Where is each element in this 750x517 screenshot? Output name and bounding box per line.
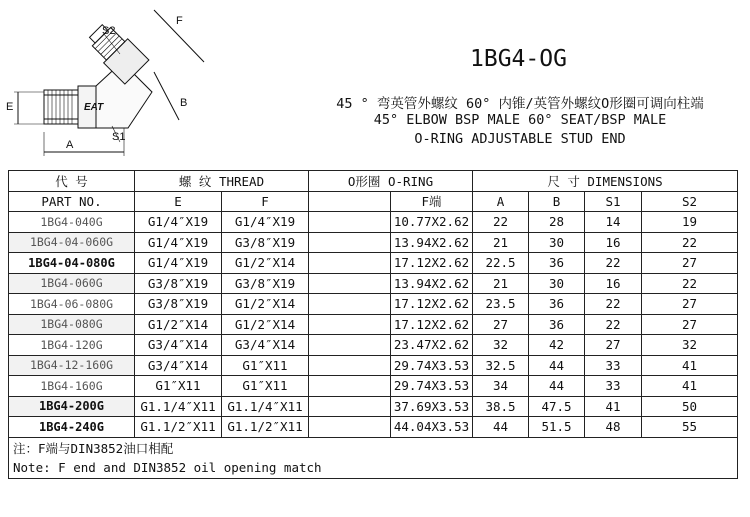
cell-part-no: 1BG4-06-080G bbox=[9, 294, 135, 315]
cell-oring: 10.77X2.62 bbox=[391, 212, 473, 233]
cell-e: G1/4″X19 bbox=[135, 232, 222, 253]
cell-oring: 13.94X2.62 bbox=[391, 232, 473, 253]
cell-oring: 29.74X3.53 bbox=[391, 355, 473, 376]
note-en: Note: F end and DIN3852 oil opening match bbox=[9, 458, 738, 479]
cell-a: 38.5 bbox=[473, 396, 529, 417]
cell-s1: 41 bbox=[585, 396, 642, 417]
header-oring: O形圈 O-RING bbox=[309, 171, 473, 192]
cell-a: 22.5 bbox=[473, 253, 529, 274]
header-dimensions: 尺 寸 DIMENSIONS bbox=[473, 171, 738, 192]
cell-e: G3/8″X19 bbox=[135, 294, 222, 315]
cell-oring: 23.47X2.62 bbox=[391, 335, 473, 356]
cell-b: 36 bbox=[529, 253, 585, 274]
cell-s2: 19 bbox=[642, 212, 738, 233]
table-row bbox=[9, 253, 738, 274]
cell-blank bbox=[309, 253, 391, 274]
cell-s1: 22 bbox=[585, 253, 642, 274]
cell-b: 42 bbox=[529, 335, 585, 356]
table-row bbox=[9, 212, 738, 233]
cell-part-no: 1BG4-240G bbox=[9, 417, 135, 438]
cell-s1: 16 bbox=[585, 232, 642, 253]
label-e: E bbox=[6, 101, 14, 113]
table-row bbox=[9, 396, 738, 417]
cell-part-no: 1BG4-04-060G bbox=[9, 232, 135, 253]
note-row-en bbox=[9, 458, 738, 479]
cell-e: G1/2″X14 bbox=[135, 314, 222, 335]
cell-part-no: 1BG4-160G bbox=[9, 376, 135, 397]
label-b: B bbox=[180, 97, 188, 109]
label-a: A bbox=[66, 139, 74, 151]
cell-s2: 41 bbox=[642, 355, 738, 376]
cell-oring: 44.04X3.53 bbox=[391, 417, 473, 438]
cell-b: 47.5 bbox=[529, 396, 585, 417]
cell-a: 23.5 bbox=[473, 294, 529, 315]
header-code-cn: 代 号 bbox=[9, 171, 135, 192]
cell-f: G1/4″X19 bbox=[222, 212, 309, 233]
table-row bbox=[9, 273, 738, 294]
cell-e: G1.1/2″X11 bbox=[135, 417, 222, 438]
header-f: F bbox=[222, 191, 309, 212]
table-row bbox=[9, 294, 738, 315]
cell-b: 36 bbox=[529, 294, 585, 315]
header-s1: S1 bbox=[585, 191, 642, 212]
cell-f: G3/4″X14 bbox=[222, 335, 309, 356]
cell-s2: 22 bbox=[642, 273, 738, 294]
cell-e: G3/4″X14 bbox=[135, 335, 222, 356]
product-description-en-line1: 45° ELBOW BSP MALE 60° SEAT/BSP MALE bbox=[373, 112, 667, 128]
cell-s1: 16 bbox=[585, 273, 642, 294]
cell-blank bbox=[309, 376, 391, 397]
cell-blank bbox=[309, 355, 391, 376]
cell-s1: 22 bbox=[585, 314, 642, 335]
product-description-cn: 45 ° 弯英管外螺纹 60° 内锥/英管外螺纹O形圈可调向柱端 bbox=[336, 96, 704, 112]
cell-a: 34 bbox=[473, 376, 529, 397]
table-row bbox=[9, 355, 738, 376]
cell-s2: 41 bbox=[642, 376, 738, 397]
cell-s2: 27 bbox=[642, 294, 738, 315]
cell-s1: 33 bbox=[585, 355, 642, 376]
cell-e: G3/8″X19 bbox=[135, 273, 222, 294]
cell-f: G3/8″X19 bbox=[222, 232, 309, 253]
label-s2: S2 bbox=[102, 25, 116, 37]
cell-s1: 22 bbox=[585, 294, 642, 315]
header-oring-blank bbox=[309, 191, 391, 212]
cell-e: G1/4″X19 bbox=[135, 253, 222, 274]
cell-blank bbox=[309, 232, 391, 253]
cell-a: 44 bbox=[473, 417, 529, 438]
cell-s2: 22 bbox=[642, 232, 738, 253]
cell-b: 28 bbox=[529, 212, 585, 233]
cell-s1: 48 bbox=[585, 417, 642, 438]
cell-a: 22 bbox=[473, 212, 529, 233]
cell-blank bbox=[309, 314, 391, 335]
product-description-en-line2: O-RING ADJUSTABLE STUD END bbox=[414, 131, 626, 147]
cell-s2: 32 bbox=[642, 335, 738, 356]
cell-oring: 17.12X2.62 bbox=[391, 314, 473, 335]
header-s2: S2 bbox=[642, 191, 738, 212]
spec-table bbox=[8, 170, 738, 479]
label-f: F bbox=[176, 15, 183, 27]
header-part-no: PART NO. bbox=[9, 191, 135, 212]
header-thread: 螺 纹 THREAD bbox=[135, 171, 309, 192]
cell-f: G1/2″X14 bbox=[222, 253, 309, 274]
header-f-end: F端 bbox=[391, 191, 473, 212]
cell-part-no: 1BG4-12-160G bbox=[9, 355, 135, 376]
cell-b: 36 bbox=[529, 314, 585, 335]
cell-a: 32.5 bbox=[473, 355, 529, 376]
header-b: B bbox=[529, 191, 585, 212]
cell-s1: 14 bbox=[585, 212, 642, 233]
cell-part-no: 1BG4-04-080G bbox=[9, 253, 135, 274]
cell-b: 30 bbox=[529, 273, 585, 294]
cell-oring: 37.69X3.53 bbox=[391, 396, 473, 417]
cell-s2: 50 bbox=[642, 396, 738, 417]
cell-f: G1″X11 bbox=[222, 355, 309, 376]
cell-s2: 27 bbox=[642, 314, 738, 335]
header-a: A bbox=[473, 191, 529, 212]
table-row bbox=[9, 314, 738, 335]
cell-oring: 17.12X2.62 bbox=[391, 294, 473, 315]
cell-f: G1.1/2″X11 bbox=[222, 417, 309, 438]
cell-f: G1″X11 bbox=[222, 376, 309, 397]
cell-s2: 27 bbox=[642, 253, 738, 274]
brand-mark: EAT bbox=[84, 102, 104, 113]
cell-a: 21 bbox=[473, 273, 529, 294]
table-row bbox=[9, 376, 738, 397]
cell-part-no: 1BG4-200G bbox=[9, 396, 135, 417]
cell-oring: 13.94X2.62 bbox=[391, 273, 473, 294]
cell-b: 30 bbox=[529, 232, 585, 253]
note-cn: 注：F端与DIN3852油口相配 bbox=[9, 437, 738, 458]
note-row-cn bbox=[9, 437, 738, 458]
fitting-diagram bbox=[4, 2, 214, 160]
cell-s1: 27 bbox=[585, 335, 642, 356]
cell-b: 44 bbox=[529, 355, 585, 376]
cell-oring: 29.74X3.53 bbox=[391, 376, 473, 397]
cell-e: G3/4″X14 bbox=[135, 355, 222, 376]
cell-e: G1.1/4″X11 bbox=[135, 396, 222, 417]
cell-s2: 55 bbox=[642, 417, 738, 438]
cell-f: G1/2″X14 bbox=[222, 294, 309, 315]
cell-a: 21 bbox=[473, 232, 529, 253]
cell-f: G1/2″X14 bbox=[222, 314, 309, 335]
cell-blank bbox=[309, 417, 391, 438]
cell-s1: 33 bbox=[585, 376, 642, 397]
cell-oring: 17.12X2.62 bbox=[391, 253, 473, 274]
cell-part-no: 1BG4-120G bbox=[9, 335, 135, 356]
cell-e: G1/4″X19 bbox=[135, 212, 222, 233]
cell-blank bbox=[309, 396, 391, 417]
cell-blank bbox=[309, 212, 391, 233]
table-row bbox=[9, 417, 738, 438]
cell-e: G1″X11 bbox=[135, 376, 222, 397]
cell-b: 51.5 bbox=[529, 417, 585, 438]
cell-part-no: 1BG4-040G bbox=[9, 212, 135, 233]
label-s1: S1 bbox=[112, 131, 126, 143]
cell-f: G1.1/4″X11 bbox=[222, 396, 309, 417]
cell-a: 27 bbox=[473, 314, 529, 335]
cell-a: 32 bbox=[473, 335, 529, 356]
cell-f: G3/8″X19 bbox=[222, 273, 309, 294]
header-e: E bbox=[135, 191, 222, 212]
cell-blank bbox=[309, 273, 391, 294]
cell-part-no: 1BG4-060G bbox=[9, 273, 135, 294]
cell-blank bbox=[309, 294, 391, 315]
table-row bbox=[9, 335, 738, 356]
table-row bbox=[9, 232, 738, 253]
cell-b: 44 bbox=[529, 376, 585, 397]
cell-blank bbox=[309, 335, 391, 356]
cell-part-no: 1BG4-080G bbox=[9, 314, 135, 335]
product-code: 1BG4-OG bbox=[470, 46, 567, 72]
